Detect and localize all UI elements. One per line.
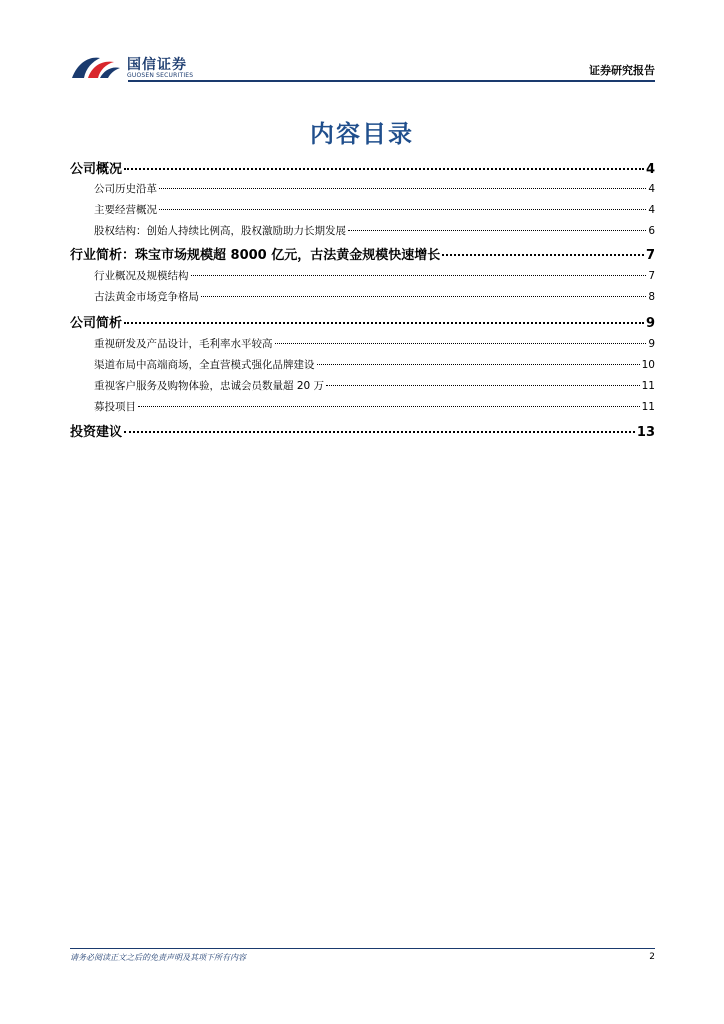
toc-entry-label: 募投项目 (94, 401, 136, 413)
footer-disclaimer: 请务必阅读正文之后的免责声明及其项下所有内容 (70, 953, 246, 962)
toc-entry-page: 9 (648, 338, 655, 350)
toc-entry-page: 13 (636, 425, 655, 440)
toc-section-entry[interactable] (70, 244, 655, 263)
guosen-logo (70, 50, 200, 84)
toc-entry-page: 7 (645, 248, 655, 263)
toc-leader-dots (159, 209, 646, 210)
toc-leader-dots (442, 254, 644, 256)
toc-subsection-entry[interactable] (70, 289, 655, 304)
header-divider (128, 80, 655, 82)
toc-subsection-entry[interactable] (70, 181, 655, 196)
toc-leader-dots (124, 322, 644, 324)
toc-section-entry[interactable] (70, 158, 655, 177)
toc-entry-label: 渠道布局中高端商场，全直营模式强化品牌建设 (94, 359, 315, 371)
toc-leader-dots (275, 343, 647, 344)
toc-entry-page: 6 (648, 225, 655, 237)
toc-entry-label: 主要经营概况 (94, 204, 157, 216)
toc-subsection-entry[interactable] (70, 268, 655, 283)
toc-entry-page: 11 (641, 401, 655, 413)
toc-entry-page: 8 (648, 291, 655, 303)
toc-leader-dots (159, 188, 646, 189)
footer-divider (70, 948, 655, 949)
toc-subsection-entry[interactable] (70, 399, 655, 414)
toc-entry-label: 公司概况 (70, 162, 123, 177)
toc-entry-page: 4 (648, 183, 655, 195)
toc-entry-page: 4 (645, 162, 655, 177)
page-number: 2 (649, 952, 655, 962)
toc-entry-label: 股权结构：创始人持续比例高，股权激励助力长期发展 (94, 225, 346, 237)
toc-leader-dots (348, 230, 646, 231)
toc-entry-label: 公司历史沿革 (94, 183, 157, 195)
toc-subsection-entry[interactable] (70, 378, 655, 393)
toc-leader-dots (124, 431, 635, 433)
toc-title: 内容目录 (310, 120, 414, 148)
toc-entry-page: 10 (641, 359, 655, 371)
toc-subsection-entry[interactable] (70, 202, 655, 217)
brand-name-en: GUOSEN SECURITIES (127, 72, 194, 79)
page-header (70, 50, 655, 84)
toc-leader-dots (326, 385, 640, 386)
toc-entry-label: 重视客户服务及购物体验，忠诚会员数量超 20 万 (94, 380, 325, 392)
toc-leader-dots (124, 168, 644, 170)
toc-entry-label: 古法黄金市场竞争格局 (94, 291, 199, 303)
toc-entry-label: 重视研发及产品设计，毛利率水平较高 (94, 338, 273, 350)
toc-entry-page: 7 (648, 270, 655, 282)
toc-leader-dots (138, 406, 640, 407)
toc-entry-page: 11 (641, 380, 655, 392)
toc-section-entry[interactable] (70, 421, 655, 440)
toc-entry-label: 公司简析 (70, 316, 123, 331)
toc-entry-page: 9 (645, 316, 655, 331)
toc-entry-label: 行业简析：珠宝市场规模超 8000 亿元，古法黄金规模快速增长 (70, 248, 441, 263)
toc-entry-page: 4 (648, 204, 655, 216)
toc-leader-dots (201, 296, 646, 297)
toc-entry-label: 行业概况及规模结构 (94, 270, 189, 282)
report-type-label: 证券研究报告 (589, 64, 655, 77)
toc-section-entry[interactable] (70, 312, 655, 331)
toc-subsection-entry[interactable] (70, 336, 655, 351)
guosen-logo-icon (70, 52, 122, 82)
toc-leader-dots (191, 275, 647, 276)
toc-leader-dots (317, 364, 640, 365)
toc-subsection-entry[interactable] (70, 357, 655, 372)
brand-name-cn: 国信证券 (127, 57, 187, 73)
toc-entry-label: 投资建议 (70, 425, 123, 440)
toc-subsection-entry[interactable] (70, 223, 655, 238)
